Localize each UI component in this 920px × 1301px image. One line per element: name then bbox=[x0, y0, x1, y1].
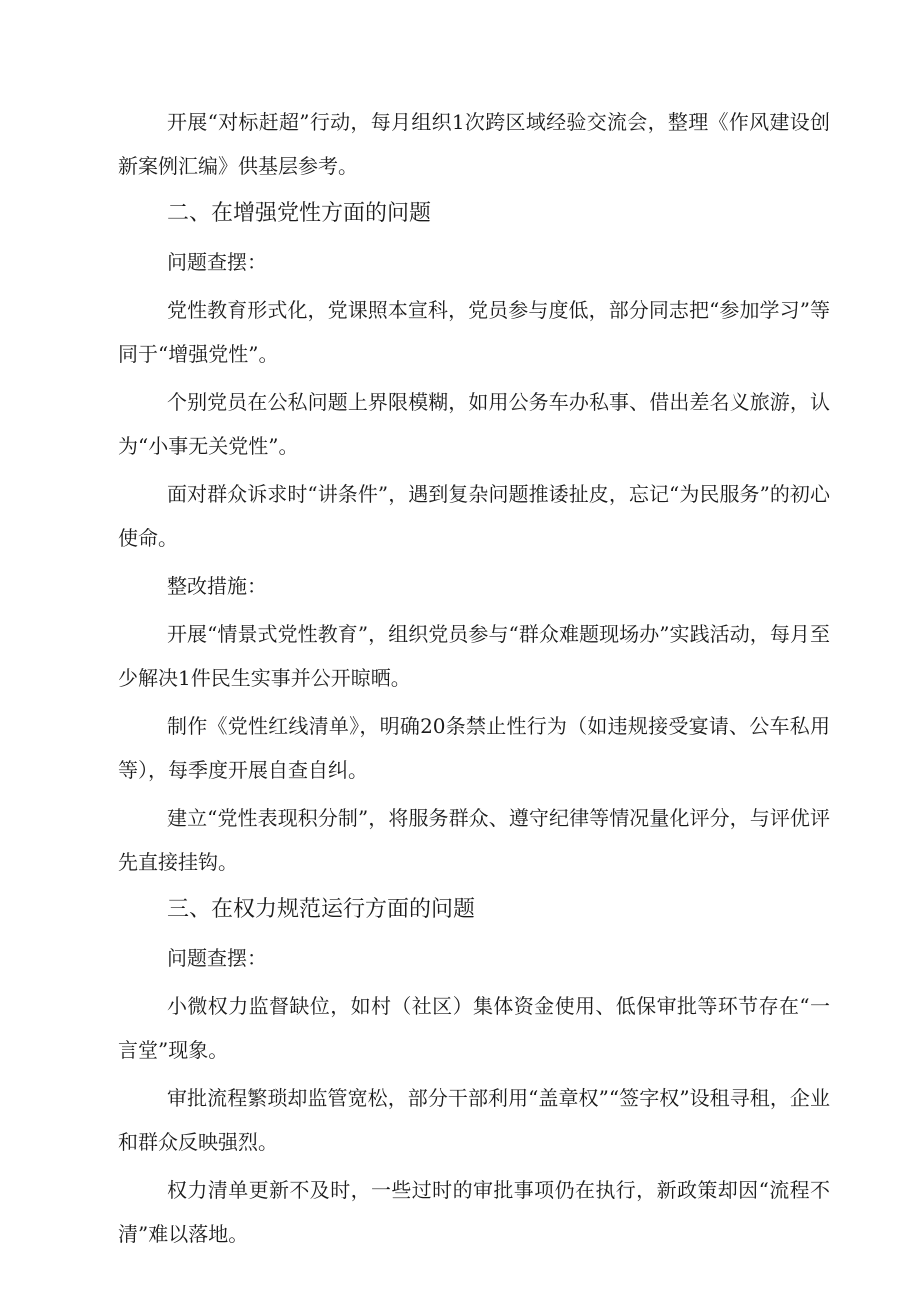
section-2-problem-1: 党性教育形式化，党课照本宣科，党员参与度低，部分同志把“参加学习”等同于“增强党性”。 bbox=[118, 298, 830, 366]
section-3-problem-2: 审批流程繁琐却监管宽松，部分干部利用“盖章权”“签字权”设租寻租，企业和群众反映强烈。 bbox=[118, 1086, 830, 1154]
section-3-problem-1: 小微权力监督缺位，如村（社区）集体资金使用、低保审批等环节存在“一言堂”现象。 bbox=[118, 994, 830, 1062]
section-2-measure-1: 开展“情景式党性教育”，组织党员参与“群众难题现场办”实践活动，每月至少解决1件民生实事并公开晾晒。 bbox=[118, 622, 830, 690]
section-2-measure-3: 建立“党性表现积分制”，将服务群众、遵守纪律等情况量化评分，与评优评先直接挂钩。 bbox=[118, 806, 830, 874]
section-3-problem-3: 权力清单更新不及时，一些过时的审批事项仍在执行，新政策却因“流程不清”难以落地。 bbox=[118, 1178, 830, 1246]
section-2-title: 二、在增强党性方面的问题 bbox=[167, 201, 432, 226]
document-page bbox=[118, 100, 830, 1260]
section-3-problems-label: 问题查摆： bbox=[167, 946, 267, 970]
section-2-measure-2: 制作《党性红线清单》，明确20条禁止性行为（如违规接受宴请、公车私用等），每季度开展自查自纠。 bbox=[118, 714, 830, 782]
intro-paragraph: 开展“对标赶超”行动，每月组织1次跨区域经验交流会，整理《作风建设创新案例汇编》供基层参考。 bbox=[118, 110, 830, 178]
section-2-problem-2: 个别党员在公私问题上界限模糊，如用公务车办私事、借出差名义旅游，认为“小事无关党性”。 bbox=[118, 390, 830, 458]
section-3-title: 三、在权力规范运行方面的问题 bbox=[167, 897, 476, 922]
section-2-problems-label: 问题查摆： bbox=[167, 250, 267, 274]
section-2-problem-3: 面对群众诉求时“讲条件”，遇到复杂问题推诿扯皮，忘记“为民服务”的初心使命。 bbox=[118, 482, 830, 550]
section-2-measures-label: 整改措施： bbox=[167, 574, 267, 598]
